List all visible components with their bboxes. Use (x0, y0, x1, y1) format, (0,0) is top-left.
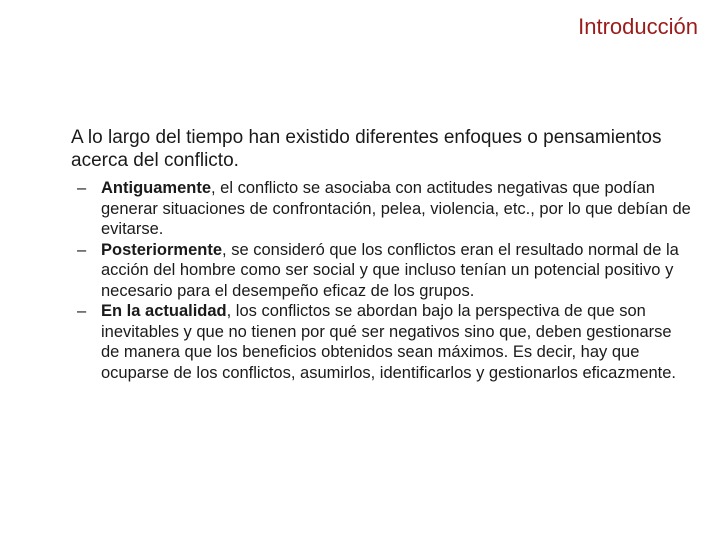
slide-content (71, 126, 691, 383)
item-text: , los conflictos se abordan bajo la perspectiva de que son inevitables y que no tienen por qué ser negativos sino que, deben gestionarse de manera que los beneficios obtenidos sean máximos. Es decir, hay que ocuparse de los conflictos, asumirlos, identificarlos y gestionarlos eficazmente. (101, 302, 677, 382)
list-item-antiguamente (71, 178, 691, 240)
slide-title: Introducción (578, 14, 698, 39)
item-text: , el conflicto se asociaba con actitudes negativas que podían generar situaciones de confrontación, pelea, violencia, etc., por lo que debían de evitarse. (101, 179, 691, 238)
item-lead: Posteriormente (101, 240, 223, 259)
item-lead: En la actualidad (101, 302, 227, 320)
dash-bullet: – (77, 179, 87, 197)
list-item-en-la-actualidad (71, 301, 691, 383)
dash-bullet: – (77, 240, 87, 259)
intro-paragraph: A lo largo del tiempo han existido diferentes enfoques o pensamientos acerca del conflicto. (71, 127, 662, 171)
item-text: , se consideró que los conflictos eran el resultado normal de la acción del hombre como ser social y que incluso tenían un potencial positivo y necesario para el desempeño eficaz de los grupos. (101, 240, 679, 300)
dash-bullet: – (77, 302, 87, 320)
item-lead: Antiguamente (101, 179, 212, 197)
approaches-list (71, 178, 691, 383)
list-item-posteriormente (71, 240, 691, 302)
